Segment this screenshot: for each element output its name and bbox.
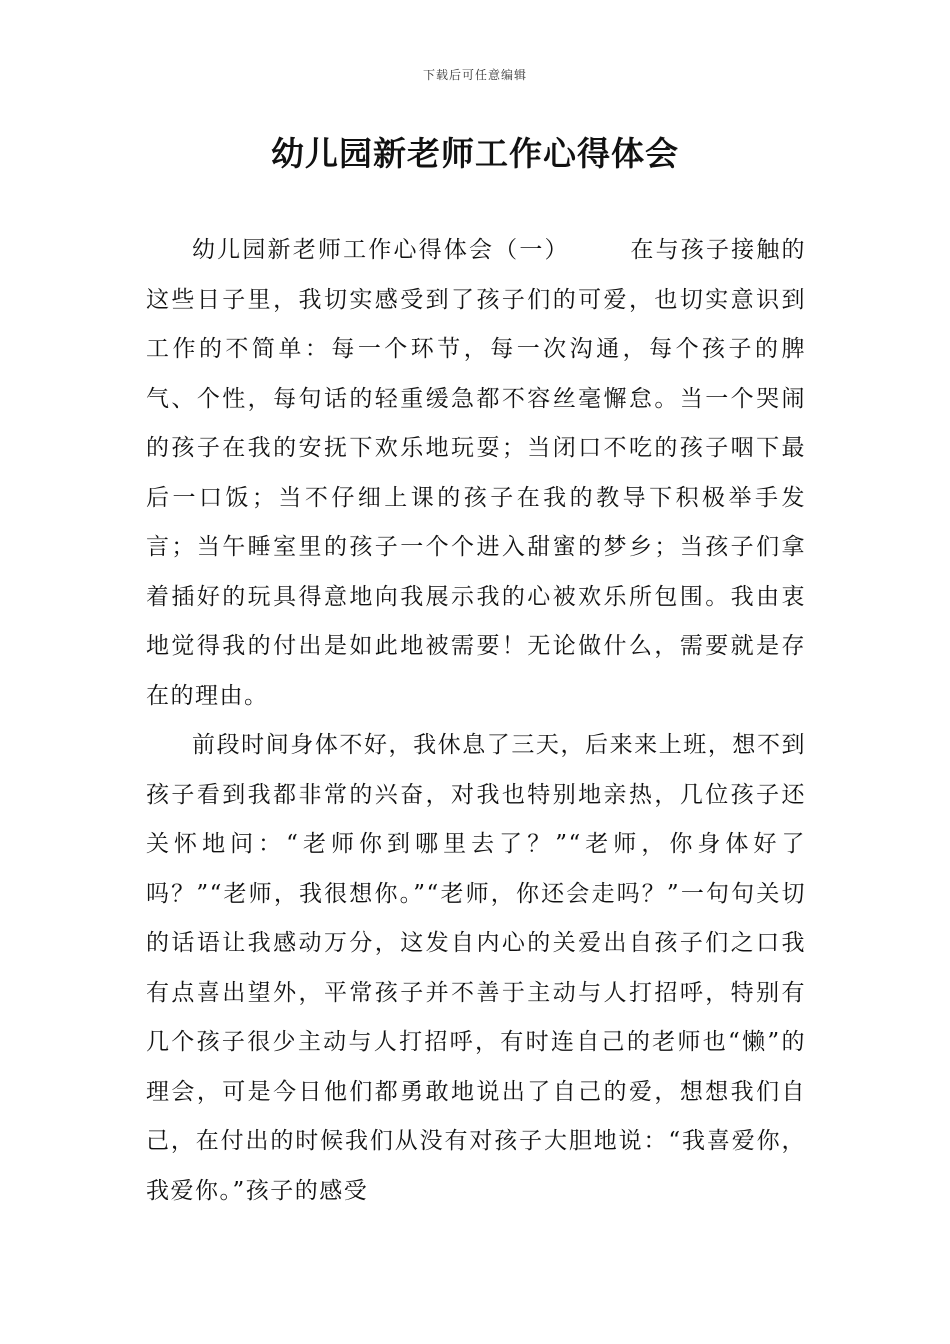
- document-title: 幼儿园新老师工作心得体会: [271, 134, 679, 173]
- header-note: 下载后可任意编辑: [422, 68, 527, 82]
- document-body: [146, 226, 806, 1216]
- paragraph-1: [146, 226, 806, 721]
- section-heading: 幼儿园新老师工作心得体会（一）: [192, 237, 570, 263]
- paragraph-2: 前段时间身体不好，我休息了三天，后来来上班，想不到孩子看到我都非常的兴奋，对我也特别地亲热，几位孩子还关怀地问：“老师你到哪里去了？”“老师，你身体好了吗？”“老师，我很想你。”“老师，你还会走吗？”一句句关切的话语让我感动万分，这发自内心的关爱出自孩子们之口我有点喜出望外，平常孩子并不善于主动与人打招呼，特别有几个孩子很少主动与人打招呼，有时连自己的老师也“懒”的理会，可是今日他们都勇敢地说出了自己的爱，想想我们自己，在付出的时候我们从没有对孩子大胆地说：“我喜爱你，我爱你。”孩子的感受: [146, 732, 806, 1204]
- paragraph-1-text: 在与孩子接触的这些日子里，我切实感受到了孩子们的可爱，也切实意识到工作的不简单：每一个环节，每一次沟通，每个孩子的脾气、个性，每句话的轻重缓急都不容丝毫懈怠。当一个哭闹的孩子在我的安抚下欢乐地玩耍；当闭口不吃的孩子咽下最后一口饭；当不仔细上课的孩子在我的教导下积极举手发言；当午睡室里的孩子一个个进入甜蜜的梦乡；当孩子们拿着插好的玩具得意地向我展示我的心被欢乐所包围。我由衷地觉得我的付出是如此地被需要！无论做什么，需要就是存在的理由。: [146, 237, 807, 709]
